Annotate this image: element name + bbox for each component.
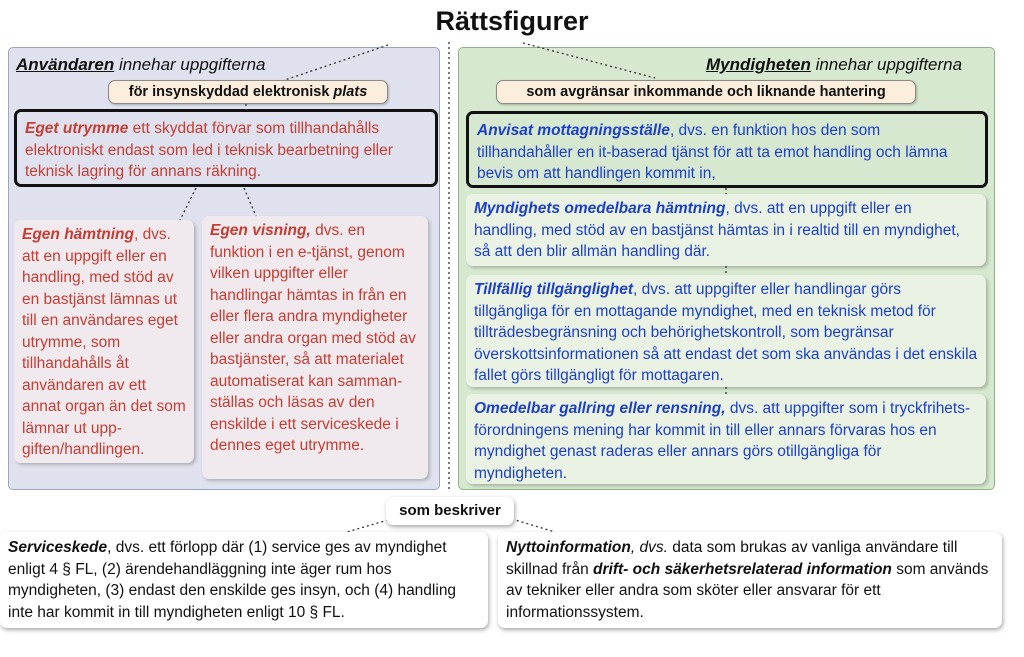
useful-information-dvs: , dvs. — [630, 539, 668, 556]
own-space-text: ett skyddat förvar som tillhandahålls elektroniskt endast som led i teknisk bearbetning eller teknisk lagring för annans räkning. — [25, 120, 393, 180]
own-fetch-text: , dvs. att en uppgift eller en handling, med stöd av en bastjänst lämnas ut till en användares eget utrymme, som tillhandahålls åt användaren av ett annat organ än det som lämnar ut uppgiften/handlingen. — [22, 226, 186, 458]
own-view-term: Egen visning, — [210, 222, 311, 239]
immediate-fetch-term: Myndighets omedelbara hämtning — [474, 200, 726, 217]
temporary-access-term: Tillfällig tillgänglighet — [474, 281, 634, 298]
useful-information-text-b: som används av tekniker eller andra som sköter eller ansvarar för ett informationssystem. — [506, 560, 989, 621]
own-view-text: dvs. en funktion i en e-tjänst, genom vilken uppgifter eller handlingar hämtas in från en eller flera andra myndigheter eller andra organ med stöd av bastjänster, så att materialet automatiserat kan sammanställas och läsas av den enskilde i ett serviceskede i dennes eget utrymme. — [210, 222, 416, 454]
temporary-access-text: , dvs. att uppgifter eller handlingar görs tillgängliga för en mottagande myndighet, med en teknisk metod för tillträdesbegränsning och behörighetskontroll, som begränsar överskottsinformationen så att endast det som ska användas i det enskila fallet görs tillgängligt för mottagaren. — [474, 281, 978, 384]
immediate-deletion-term: Omedelbar gallring eller rensning, — [474, 400, 726, 417]
useful-information-text-a: data som brukas av vanliga användare till skillnad från — [506, 539, 958, 578]
useful-information-box — [498, 532, 1002, 628]
authority-heading-rest: innehar uppgifterna — [810, 55, 963, 74]
immediate-fetch-text: , dvs. att en uppgift eller en handling, med stöd av en bastjänst hämtas in i realtid till en myndighet, så att den blir allmän handling där. — [474, 200, 960, 260]
service-stage-term: Serviceskede — [8, 539, 108, 556]
own-space-to-view-line — [244, 188, 256, 216]
service-stage-box — [0, 532, 488, 628]
describes-connector-label: som beskriver — [386, 497, 514, 525]
useful-information-term: Nyttoinformation — [506, 539, 631, 556]
title-to-right-line — [523, 43, 655, 78]
user-heading-rest: innehar uppgifterna — [114, 55, 266, 74]
own-space-to-fetch-line — [180, 188, 196, 220]
user-heading-term: Användaren — [16, 55, 115, 74]
title-to-left-line — [285, 45, 388, 80]
own-fetch-term: Egen hämtning — [22, 226, 134, 243]
connector-to-right-card-line — [512, 519, 555, 532]
operational-information-term: drift- och säkerhetsrelaterad information — [593, 560, 892, 578]
service-stage-text: , dvs. ett förlopp där (1) service ges av myndighet enligt 4 § FL, (2) ärendehandläggning inte äger rum hos myndigheten, (3) endast den enskilde ges insyn, och (4) handling inte har kommit in till myndigheten enligt 10 § FL. — [8, 539, 457, 621]
immediate-deletion-text: dvs. att uppgifter som i tryckfrihets-förordningens mening har kommit in till eller annars förvaras hos en myndighet genast raderas eller annars görs otillgängliga för myndigheten. — [474, 400, 971, 482]
reception-point-term: Anvisat mottagningsställe — [477, 122, 670, 139]
own-space-term: Eget utrymme — [25, 120, 129, 137]
authority-scope-pill: som avgränsar inkommande och liknande hantering — [496, 80, 916, 104]
reception-point-text: , dvs. en funktion hos den som tillhandahåller en it-baserad tjänst för att ta emot handling och lämna bevis om att handlingen kommit in, — [477, 122, 948, 182]
user-scope-text: för insynskyddad elektronisk — [128, 84, 334, 100]
user-scope-em: plats — [333, 84, 368, 100]
diagram-title: Rättsfigurer — [435, 6, 589, 36]
authority-heading-term: Myndigheten — [706, 55, 811, 74]
